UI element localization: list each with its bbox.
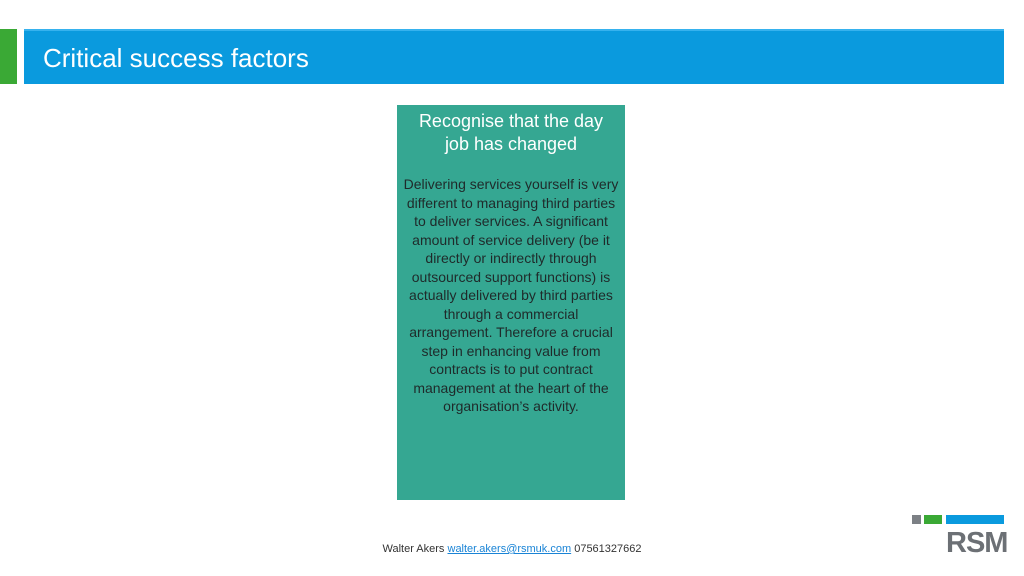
title-accent-bar — [0, 29, 17, 84]
logo-green-bar — [924, 515, 942, 524]
title-bar — [24, 29, 1004, 84]
footer-name: Walter Akers — [382, 543, 445, 555]
footer-phone: 07561327662 — [574, 543, 642, 555]
logo-grey-square — [912, 515, 921, 524]
rsm-logo — [912, 515, 1008, 560]
card-heading: Recognise that the day job has changed — [418, 111, 604, 154]
footer-email-link[interactable]: walter.akers@rsmuk.com — [447, 543, 572, 555]
success-factor-card — [397, 105, 625, 500]
slide-title: Critical success factors — [43, 43, 309, 73]
footer-contact — [0, 543, 1024, 555]
card-body: Delivering services yourself is very different to managing third parties to deliver services. A significant amount of service delivery (be it directly or indirectly through outsourced support functions) is actually delivered by third parties through a commercial arrangement. Therefore a crucial step in enhancing value from contracts is to put contract management at the heart of the organisation’s activity. — [403, 176, 619, 414]
logo-wordmark: RSM — [946, 527, 1008, 559]
logo-blue-bar — [946, 515, 1004, 524]
